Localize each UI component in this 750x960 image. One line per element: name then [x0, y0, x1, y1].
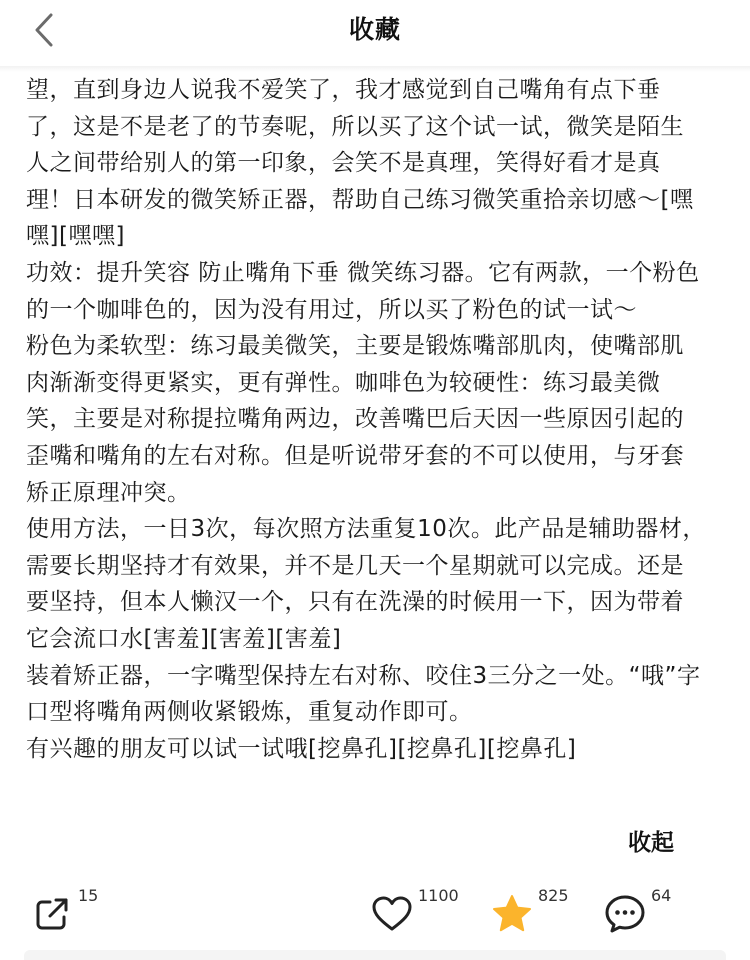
top-nav-bar: [0, 0, 750, 66]
post-paragraph: 有兴趣的朋友可以试一试哦[挖鼻孔][挖鼻孔][挖鼻孔]: [26, 735, 577, 762]
comment-button[interactable]: [603, 880, 693, 946]
post-paragraph: 功效：提升笑容 防止嘴角下垂 微笑练习器。它有两款，一个粉色的一个咖啡色的，因为没有用过，所以买了粉色的试一试～: [26, 259, 700, 323]
collapse-button[interactable]: 收起: [628, 830, 674, 856]
post-paragraph: 望，直到身边人说我不爱笑了，我才感觉到自己嘴角有点下垂了，这是不是老了的节奏呢，所以买了这个试一试，微笑是陌生人之间带给别人的第一印象，会笑不是真理，笑得好看才是真理！日本研发的微笑矫正器，帮助自己练习微笑重拾亲切感～[嘿嘿][嘿嘿]: [26, 77, 694, 250]
post-body: [26, 72, 706, 767]
heart-icon: [370, 892, 414, 936]
favorite-button[interactable]: [490, 880, 590, 946]
post-paragraph: 装着矫正器，一字嘴型保持左右对称、咬住3三分之一处。“哦”字口型将嘴角两侧收紧锻炼，重复动作即可。: [26, 662, 701, 726]
comment-icon: [603, 892, 647, 936]
share-icon: [30, 892, 74, 936]
post-paragraph: 使用方法，一日3次，每次照方法重复10次。此产品是辅助器材，需要长期坚持才有效果，并不是几天一个星期就可以完成。还是要坚持，但本人懒汉一个，只有在洗澡的时候用一下，因为带着它会流口水[害羞][害羞][害羞]: [26, 516, 706, 652]
star-icon: [490, 892, 534, 936]
next-card-edge: [24, 950, 726, 960]
action-bar: [0, 880, 750, 950]
comment-count: 64: [651, 886, 672, 905]
favorite-count: 825: [538, 886, 569, 905]
page-title: 收藏: [348, 15, 401, 44]
like-button[interactable]: [370, 880, 470, 946]
like-count: 1100: [418, 886, 459, 905]
post-paragraph: 粉色为柔软型：练习最美微笑，主要是锻炼嘴部肌肉，使嘴部肌肉渐渐变得更紧实，更有弹性。咖啡色为较硬性：练习最美微笑，主要是对称提拉嘴角两边，改善嘴巴后天因一些原因引起的歪嘴和嘴角的左右对称。但是听说带牙套的不可以使用，与牙套矫正原理冲突。: [26, 333, 684, 506]
share-count: 15: [78, 886, 99, 905]
share-button[interactable]: [30, 880, 110, 946]
